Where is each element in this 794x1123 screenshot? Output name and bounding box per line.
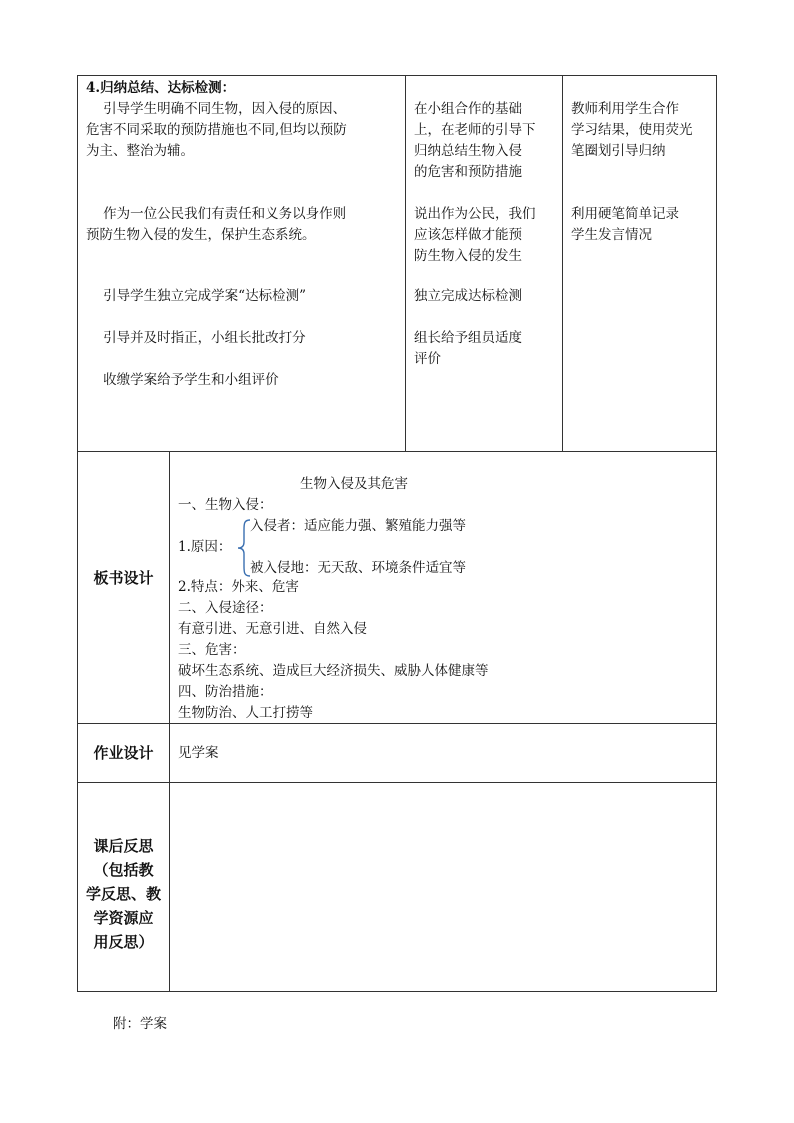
reflection-label	[78, 834, 169, 954]
text-line: 上，在老师的引导下	[414, 122, 536, 138]
text-line: 入侵者：适应能力强、繁殖能力强等	[250, 518, 466, 534]
row-divider	[78, 451, 716, 452]
text-line: 破坏生态系统、造成巨大经济损失、威胁人体健康等	[178, 663, 489, 679]
section-heading: 4.归纳总结、达标检测：	[86, 80, 236, 96]
homework-label: 作业设计	[93, 744, 154, 762]
text-line: 评价	[414, 351, 441, 367]
text-line: 的危害和预防措施	[414, 164, 522, 180]
column-divider	[405, 76, 406, 451]
text-line: 二、入侵途径：	[178, 600, 273, 616]
board-title: 生物入侵及其危害	[300, 476, 408, 492]
text-line: 独立完成达标检测	[414, 288, 522, 304]
text-line: 生物防治、人工打捞等	[178, 705, 313, 721]
homework-content: 见学案	[178, 745, 219, 761]
label-line: 用反思）	[93, 933, 154, 951]
text-line: 被入侵地：无天敌、环境条件适宜等	[250, 560, 466, 576]
label-line: 学反思、教	[85, 885, 161, 903]
text-line: 三、危害：	[178, 642, 246, 658]
text-line: 在小组合作的基础	[414, 101, 522, 117]
text-line: 收缴学案给予学生和小组评价	[86, 372, 279, 388]
label-line: 课后反思	[93, 837, 154, 855]
text-line: 引导学生明确不同生物，因入侵的原因、	[86, 101, 347, 117]
text-line: 教师利用学生合作	[571, 101, 679, 117]
text-line: 学生发言情况	[571, 227, 652, 243]
text-line: 四、防治措施：	[178, 684, 273, 700]
text-line: 引导学生独立完成学案“达标检测”	[86, 288, 306, 304]
label-line: （包括教	[93, 861, 154, 879]
board-design-label: 板书设计	[93, 569, 154, 587]
text-line: 防生物入侵的发生	[414, 248, 522, 264]
text-line: 学习结果，使用荧光	[571, 122, 693, 138]
text-line: 笔圈划引导归纳	[571, 143, 666, 159]
text-line: 组长给予组员适度	[414, 330, 522, 346]
text-line: 引导并及时指正，小组长批改打分	[86, 330, 306, 346]
text-line: 说出作为公民，我们	[414, 206, 536, 222]
text-line: 一、生物入侵：	[178, 497, 273, 513]
lesson-plan-table	[77, 75, 717, 992]
row-divider	[78, 723, 716, 724]
text-line: 为主、整治为辅。	[86, 143, 194, 159]
text-line: 危害不同采取的预防措施也不同,但均以预防	[86, 122, 347, 138]
text-line: 1.原因：	[178, 539, 232, 555]
text-line: 预防生物入侵的发生，保护生态系统。	[86, 227, 316, 243]
text-line: 应该怎样做才能预	[414, 227, 522, 243]
label-line: 学资源应	[93, 909, 154, 927]
column-divider	[562, 76, 563, 451]
text-line: 作为一位公民我们有责任和义务以身作则	[86, 206, 347, 222]
reflection-cell	[170, 783, 716, 991]
appendix-note: 附：学案	[113, 1016, 167, 1032]
text-line: 2.特点：外来、危害	[178, 579, 299, 595]
text-line: 有意引进、无意引进、自然入侵	[178, 621, 367, 637]
text-line: 归纳总结生物入侵	[414, 143, 522, 159]
text-line: 利用硬笔简单记录	[571, 206, 679, 222]
